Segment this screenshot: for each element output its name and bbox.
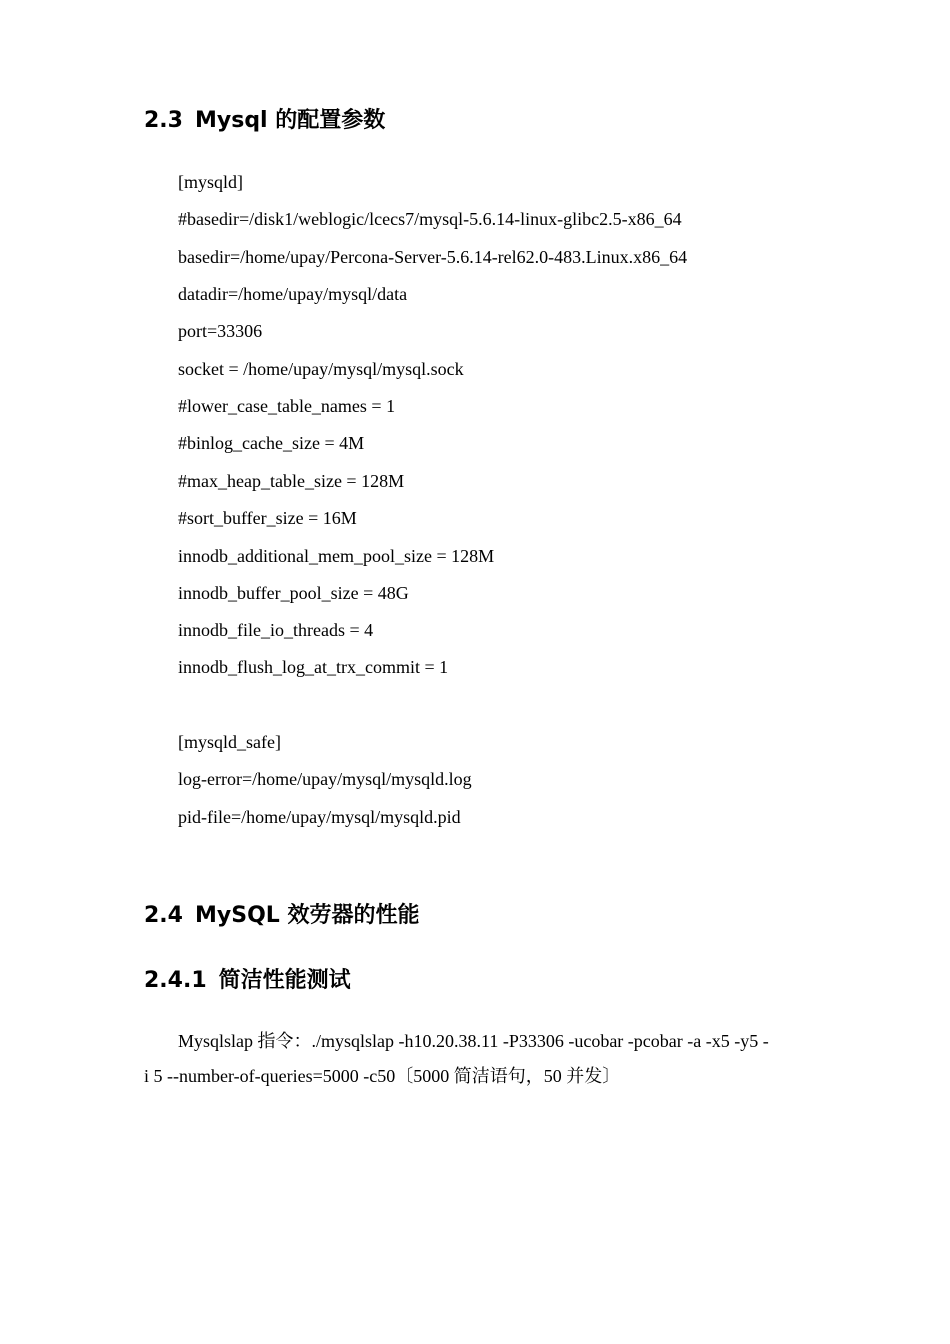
paragraph-line: Mysqlslap 指令：./mysqlslap -h10.20.38.11 -P33306 -ucobar -pcobar -a -x5 -y5 - <box>178 1031 769 1051</box>
section-number: 2.4 <box>144 903 183 928</box>
config-line: #lower_case_table_names = 1 <box>178 396 396 416</box>
config-line: innodb_buffer_pool_size = 48G <box>178 583 409 603</box>
section-title: Mysql 的配置参数 <box>194 108 386 133</box>
config-line: innodb_flush_log_at_trx_commit = 1 <box>178 657 449 677</box>
config-line: #max_heap_table_size = 128M <box>178 471 405 491</box>
paragraph-line: i 5 --number-of-queries=5000 -c50〔5000 简洁语句，50 并发〕 <box>144 1066 621 1086</box>
section-title: 简洁性能测试 <box>218 968 351 993</box>
section-heading-2-4-1 <box>144 963 351 994</box>
config-line: #binlog_cache_size = 4M <box>178 433 365 453</box>
config-line: basedir=/home/upay/Percona-Server-5.6.14-rel62.0-483.Linux.x86_64 <box>178 247 688 267</box>
config-line: pid-file=/home/upay/mysql/mysqld.pid <box>178 807 461 827</box>
section-number: 2.3 <box>144 108 183 133</box>
config-line: innodb_additional_mem_pool_size = 128M <box>178 546 495 566</box>
config-line: socket = /home/upay/mysql/mysql.sock <box>178 359 464 379</box>
section-title: MySQL 效劳器的性能 <box>194 903 420 928</box>
config-line: log-error=/home/upay/mysql/mysqld.log <box>178 769 472 789</box>
config-line: [mysqld_safe] <box>178 732 281 752</box>
section-number: 2.4.1 <box>144 968 207 993</box>
section-heading-2-4 <box>144 898 419 929</box>
section-heading-2-3 <box>144 103 385 134</box>
config-line: innodb_file_io_threads = 4 <box>178 620 374 640</box>
config-line: #sort_buffer_size = 16M <box>178 508 357 528</box>
config-line: #basedir=/disk1/weblogic/lcecs7/mysql-5.6.14-linux-glibc2.5-x86_64 <box>178 209 682 229</box>
config-line: port=33306 <box>178 321 263 341</box>
config-line: [mysqld] <box>178 172 243 192</box>
config-line: datadir=/home/upay/mysql/data <box>178 284 408 304</box>
